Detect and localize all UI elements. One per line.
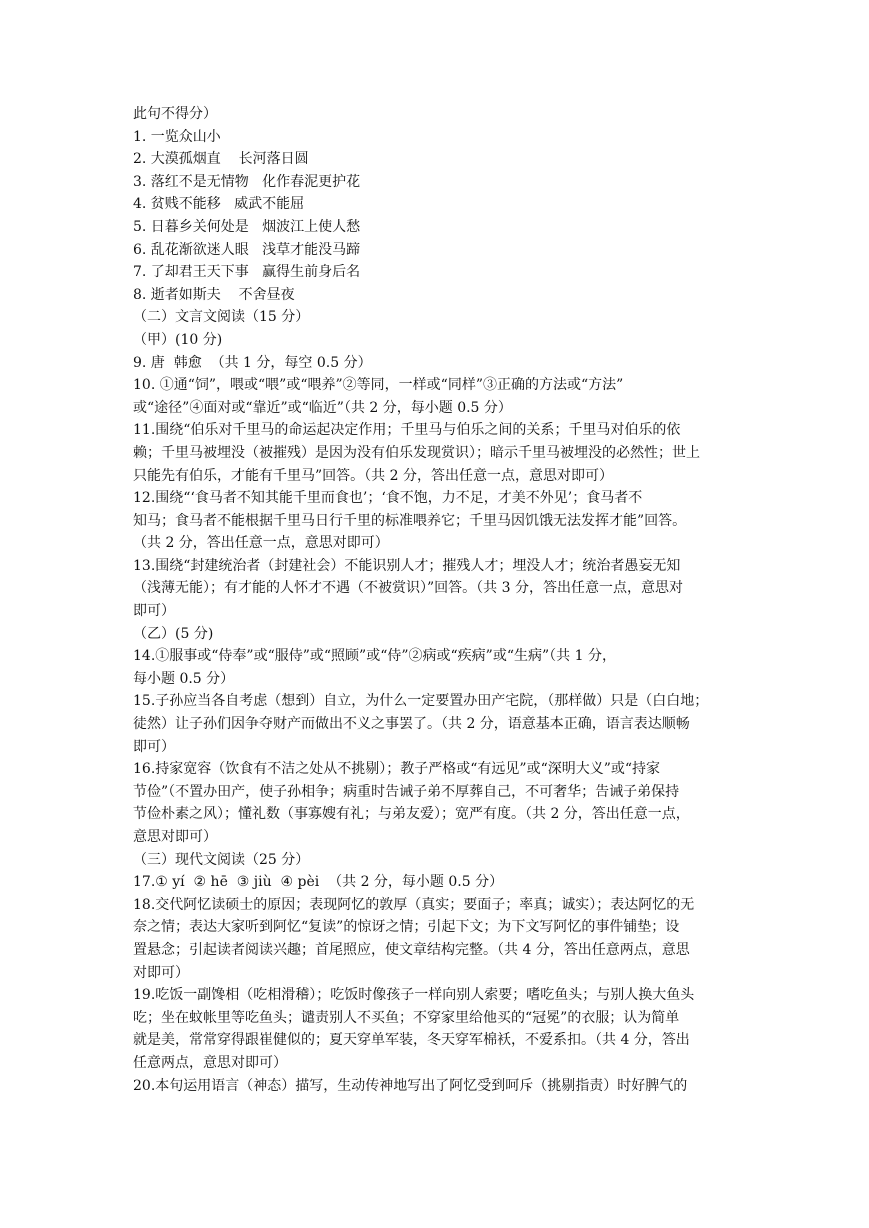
text-line: 5. 日暮乡关何处是 烟波江上使人愁 xyxy=(133,218,361,235)
text-line: 知马；食马者不能根据千里马日行千里的标准喂养它；千里马因饥饿无法发挥才能”回答。 xyxy=(133,512,687,529)
text-line: 12.围绕“‘食马者不知其能千里而食也’；‘食不饱，力不足，才美不外见’；食马者不 xyxy=(133,490,643,507)
text-line: （三）现代文阅读（25 分） xyxy=(133,851,310,868)
text-line: 20.本句运用语言（神态）描写，生动传神地写出了阿忆受到呵斥（挑剔指责）时好脾气的 xyxy=(133,1077,688,1094)
text-line: 1. 一览众山小 xyxy=(133,128,221,145)
text-line: 4. 贫贱不能移 威武不能屈 xyxy=(133,196,305,213)
text-line: 奈之情；表达大家听到阿忆“复读”的惊讶之情；引起下文；为下文写阿忆的事件铺垫；设 xyxy=(133,919,680,936)
text-line: 对即可） xyxy=(133,964,189,981)
text-line: （甲）(10 分) xyxy=(133,331,223,348)
text-line: 8. 逝者如斯夫 不舍昼夜 xyxy=(133,286,295,303)
text-line: 7. 了却君王天下事 赢得生前身后名 xyxy=(133,264,361,281)
text-line: 11.围绕“伯乐对千里马的命运起决定作用；千里马与伯乐之间的关系；千里马对伯乐的依 xyxy=(133,422,681,439)
text-line: 19.吃饭一副馋相（吃相滑稽）；吃饭时像孩子一样向别人索要；嗜吃鱼头；与别人换大鱼头 xyxy=(133,987,695,1004)
text-line: 就是美，常常穿得跟崔健似的；夏天穿单军装，冬天穿军棉袄，不爱系扣。（共 4 分，答出 xyxy=(133,1032,690,1049)
text-line: 徒然）让子孙们因争夺财产而做出不义之事罢了。（共 2 分，语意基本正确，语言表达顺畅 xyxy=(133,716,690,733)
text-line: （二）文言文阅读（15 分） xyxy=(133,309,310,326)
text-line: 14.①服事或“侍奉”或“服侍”或“照顾”或“侍”②病或“疾病”或“生病”（共 1 分， xyxy=(133,648,616,665)
text-line: 或“途径”④面对或“靠近”或“临近”（共 2 分，每小题 0.5 分） xyxy=(133,399,512,416)
text-line: 即可） xyxy=(133,738,175,755)
text-line: 3. 落红不是无情物 化作春泥更护花 xyxy=(133,173,361,190)
text-line: 任意两点，意思对即可） xyxy=(133,1054,287,1071)
text-line: 每小题 0.5 分） xyxy=(133,670,235,687)
text-line: 置悬念；引起读者阅读兴趣；首尾照应，使文章结构完整。（共 4 分，答出任意两点，意思 xyxy=(133,941,690,958)
text-line: 此句不得分） xyxy=(133,106,217,122)
text-line: 意思对即可） xyxy=(133,829,217,845)
text-line: 15.子孙应当各自考虑（想到）自立，为什么一定要置办田产宅院，（那样做）只是（白白地； xyxy=(133,693,709,710)
text-line: 节俭”（不置办田产，使子孙相争；病重时告诫子弟不厚葬自己，不可奢华；告诫子弟保持 xyxy=(133,783,680,800)
text-line: 即可） xyxy=(133,603,175,620)
text-line: （浅薄无能）；有才能的人怀才不遇（不被赏识）”回答。（共 3 分，答出任意一点，意思对 xyxy=(133,580,683,597)
text-line: 17.① yí ② hē ③ jiù ④ pèi （共 2 分，每小题 0.5 分） xyxy=(133,874,504,891)
text-line: 2. 大漠孤烟直 长河落日圆 xyxy=(133,151,309,168)
text-line: 6. 乱花渐欲迷人眼 浅草才能没马蹄 xyxy=(133,241,361,258)
text-line: 只能先有伯乐，才能有千里马”回答。（共 2 分，答出任意一点，意思对即可） xyxy=(133,467,613,484)
text-line: （乙）(5 分) xyxy=(133,625,214,642)
text-line: 10. ①通“饲”，喂或“喂”或“喂养”②等同，一样或“同样”③正确的方法或“方法” xyxy=(133,377,624,394)
text-line: 节俭朴素之风）；懂礼数（事寡嫂有礼；与弟友爱）；宽严有度。（共 2 分，答出任意一点， xyxy=(133,806,690,823)
text-line: 18.交代阿忆读硕士的原因；表现阿忆的敦厚（真实；要面子；率真；诚实）；表达阿忆的无 xyxy=(133,896,695,913)
text-line: 16.持家宽容（饮食有不洁之处从不挑剔）；教子严格或“有远见”或“深明大义”或“持家 xyxy=(133,761,661,778)
text-line: （共 2 分，答出任意一点，意思对即可） xyxy=(133,535,389,552)
text-line: 赖；千里马被埋没（被摧残）是因为没有伯乐发现赏识）；暗示千里马被埋没的必然性；世上 xyxy=(133,444,700,461)
text-line: 13.围绕“封建统治者（封建社会）不能识别人才；摧残人才；埋没人才；统治者愚妄无知 xyxy=(133,557,681,574)
text-line: 9. 唐 韩愈 （共 1 分，每空 0.5 分） xyxy=(133,354,372,371)
answer-key-page xyxy=(133,103,745,1097)
text-line: 吃；坐在蚊帐里等吃鱼头；谴责别人不买鱼；不穿家里给他买的“冠冕”的衣服；认为简单 xyxy=(133,1009,680,1026)
